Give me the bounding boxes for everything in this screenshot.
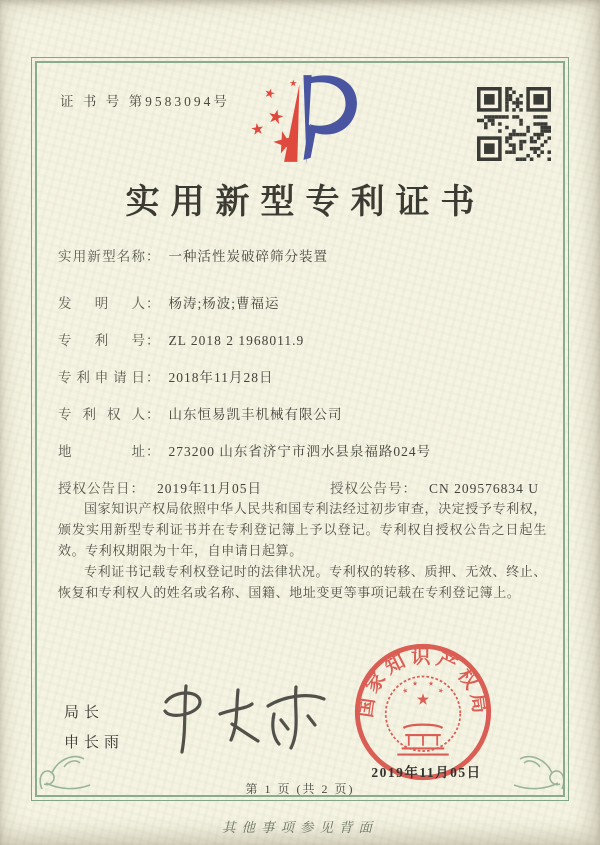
grant-no-colon: ： — [402, 481, 417, 496]
field-colon: ： — [146, 370, 161, 385]
back-side-note: 其他事项参见背面 — [222, 820, 378, 835]
field-value: 山东恒易凯丰机械有限公司 — [168, 407, 343, 422]
legal-paragraph-1: 国家知识产权局依照中华人民共和国专利法经过初步审查，决定授予专利权，颁发实用新型专利证书并在专利登记簿上予以登记。专利权自授权公告之日起生效。专利权期限为十年，自申请日起算。 — [58, 501, 547, 558]
grant-no-label: 授权公告号 — [330, 481, 403, 496]
field-value: 2018年11月28日 — [168, 370, 274, 385]
field-list — [58, 246, 552, 478]
field-colon: ： — [146, 333, 161, 348]
field-colon: ： — [146, 249, 161, 264]
legal-text — [58, 498, 547, 603]
field-row-patent-no — [58, 330, 552, 352]
seal-org-text: 国家知识产权局 — [355, 647, 491, 720]
grant-no-group — [330, 477, 539, 497]
certificate-number: 证 书 号 第9583094号 — [60, 94, 230, 109]
field-label: 专利申请日 — [58, 370, 146, 385]
field-value: 一种活性炭破碎筛分装置 — [168, 249, 328, 264]
field-label: 专利号 — [58, 333, 146, 348]
field-label: 实用新型名称 — [58, 249, 146, 264]
field-value: 杨涛;杨波;曹福运 — [168, 296, 280, 311]
signer-name: 申长雨 — [64, 735, 125, 751]
field-colon: ： — [146, 296, 161, 311]
field-row-name — [58, 246, 552, 268]
grant-date-label: 授权公告日 — [58, 481, 131, 496]
field-label: 地址 — [58, 444, 146, 459]
certificate-title: 实用新型专利证书 — [125, 184, 486, 221]
svg-text:国家知识产权局 — [354, 645, 491, 719]
grant-no-value: CN 209576834 U — [429, 481, 540, 496]
field-label: 发明人 — [58, 296, 146, 311]
signature-handwriting — [148, 678, 343, 766]
page-number: 第 1 页 (共 2 页) — [245, 782, 355, 796]
grant-date-value: 2019年11月05日 — [157, 481, 262, 496]
qr-code — [477, 87, 551, 161]
signer-title: 局长 — [64, 705, 105, 721]
field-value: ZL 2018 2 1968011.9 — [168, 333, 305, 348]
field-colon: ： — [146, 444, 161, 459]
field-label: 专利权人 — [58, 407, 146, 422]
cnipa-logo-icon — [240, 72, 370, 166]
field-row-inventors — [58, 293, 552, 315]
legal-paragraph-2: 专利证书记载专利权登记时的法律状况。专利权的转移、质押、无效、终止、恢复和专利权人的姓名或名称、国籍、地址变更等事项记载在专利登记簿上。 — [58, 564, 547, 600]
field-row-patentee — [58, 404, 552, 426]
seal-date: 2019年11月05日 — [371, 765, 482, 780]
field-row-address — [58, 441, 552, 463]
grant-row — [58, 477, 552, 497]
field-value: 273200 山东省济宁市泗水县泉福路024号 — [168, 444, 432, 459]
field-row-filing-date — [58, 367, 552, 389]
field-colon: ： — [146, 407, 161, 422]
grant-date-colon: ： — [130, 481, 145, 496]
